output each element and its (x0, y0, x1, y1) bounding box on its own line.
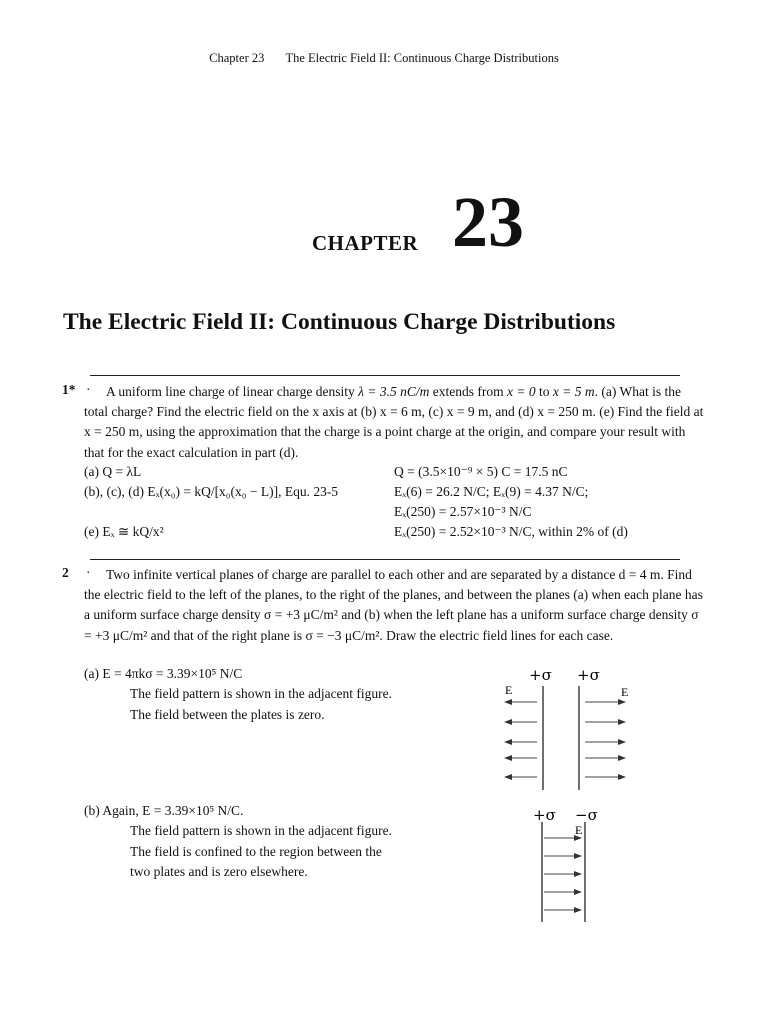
part-a-line-3: The field between the plates is zero. (130, 707, 325, 722)
chapter-number: 23 (452, 182, 524, 262)
part-a-line-1: (a) E = 4πkσ = 3.39×10⁵ N/C (84, 666, 243, 681)
plate-label-left: +σ (533, 806, 556, 824)
problem-number: 1* (62, 382, 76, 397)
field-figure-b (495, 804, 645, 924)
problem-statement: Two infinite vertical planes of charge are parallel to each other and are separated by a distance d = 4 m. Find the electric field to the left of the planes, to the right of the planes, and between the planes (a) when each plane has a uniform surface charge density σ = +3 μC/m² and (b) when the left plane has a uniform surface charge density σ = +3 μC/m² and that of the right plane is σ = −3 μC/m². Draw the electric field lines for each case. (84, 567, 703, 643)
answer-e-right: Eₓ(250) = 2.52×10⁻³ N/C, within 2% of (d) (394, 524, 628, 539)
field-label-left: E (505, 683, 513, 697)
separator-rule (90, 559, 680, 560)
plate-label-right: −σ (575, 806, 598, 824)
header-title: The Electric Field II: Continuous Charge Distributions (285, 51, 559, 65)
part-b-line-3: The field is confined to the region between the (130, 844, 382, 859)
answer-a-left: (a) Q = λL (84, 464, 142, 479)
field-label-right: E (621, 685, 629, 699)
header-chapter: Chapter 23 (209, 51, 265, 65)
answer-e-left: (e) Eₓ ≅ kQ/x² (84, 524, 164, 539)
answer-bcd-right: Eₓ(6) = 26.2 N/C; Eₓ(9) = 4.37 N/C; (394, 484, 589, 499)
difficulty-marker: · (86, 382, 91, 397)
part-a-line-2: The field pattern is shown in the adjacent figure. (130, 686, 393, 701)
running-header (0, 51, 768, 66)
plate-label-right: +σ (577, 666, 600, 684)
answer-bcd-left: (b), (c), (d) Eₓ(x₀) = kQ/[x₀(x₀ − L)], Equ. 23-5 (84, 484, 339, 499)
problem-statement: A uniform line charge of linear charge density λ = 3.5 nC/m extends from x = 0 to x = 5 m. (a) What is the total charge? Find the electric field on the x axis at (b) x = 6 m, (c) x = 9 m, and (d) x = 250 m. (e) Find the field at x = 250 m, using the approximation that the charge is a point charge at the origin, and compare your result with that for the exact calculation in part (d). (84, 384, 704, 460)
chapter-title: The Electric Field II: Continuous Charge Distributions (63, 309, 616, 335)
field-figure-a (495, 662, 645, 792)
part-b-line-1: (b) Again, E = 3.39×10⁵ N/C. (84, 803, 244, 818)
field-lines (544, 838, 581, 910)
answer-a-right: Q = (3.5×10⁻⁹ × 5) C = 17.5 nC (394, 464, 568, 479)
separator-rule (90, 375, 680, 376)
problem-number: 2 (62, 565, 69, 580)
field-lines (505, 702, 625, 777)
answer-bcd-right-2: Eₓ(250) = 2.57×10⁻³ N/C (394, 504, 532, 519)
difficulty-marker: · (86, 565, 91, 580)
part-b-line-4: two plates and is zero elsewhere. (130, 864, 308, 879)
part-b-line-2: The field pattern is shown in the adjacent figure. (130, 823, 393, 838)
chapter-word: CHAPTER (312, 231, 419, 255)
plate-label-left: +σ (529, 666, 552, 684)
field-label: E (575, 823, 583, 837)
